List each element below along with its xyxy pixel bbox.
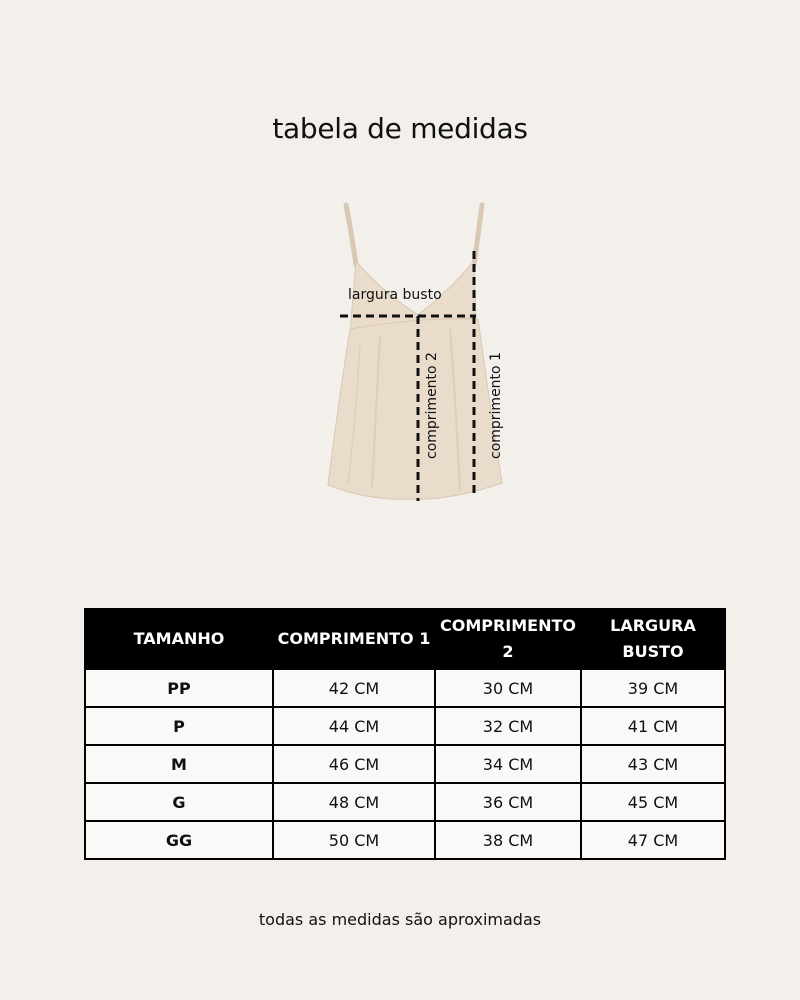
disclaimer-note: todas as medidas são aproximadas <box>258 910 542 929</box>
length-2-cell: 34 CM <box>435 745 581 783</box>
table-row <box>85 783 725 821</box>
garment-body <box>328 319 502 500</box>
bust-width-cell: 39 CM <box>581 669 725 707</box>
length-2-cell: 32 CM <box>435 707 581 745</box>
length-1-cell: 46 CM <box>273 745 435 783</box>
header-size: TAMANHO <box>85 609 273 669</box>
length-1-cell: 42 CM <box>273 669 435 707</box>
length-1-label: comprimento 1 <box>488 352 504 459</box>
table-header-row <box>85 609 725 669</box>
left-strap <box>346 205 356 265</box>
camisole-illustration <box>300 195 520 515</box>
bust-width-label: largura busto <box>348 287 442 303</box>
size-cell: G <box>85 783 273 821</box>
size-cell: GG <box>85 821 273 859</box>
header-bust-width: LARGURA BUSTO <box>581 609 725 669</box>
bust-width-cell: 45 CM <box>581 783 725 821</box>
length-2-cell: 30 CM <box>435 669 581 707</box>
length-2-cell: 38 CM <box>435 821 581 859</box>
table-row <box>85 745 725 783</box>
table-row <box>85 821 725 859</box>
size-cell: PP <box>85 669 273 707</box>
page-title: tabela de medidas <box>272 112 528 145</box>
header-length-2: COMPRIMENTO 2 <box>435 609 581 669</box>
size-chart-table <box>84 608 726 860</box>
bust-width-cell: 43 CM <box>581 745 725 783</box>
size-cell: M <box>85 745 273 783</box>
table-row <box>85 707 725 745</box>
header-length-1: COMPRIMENTO 1 <box>273 609 435 669</box>
length-1-cell: 50 CM <box>273 821 435 859</box>
length-1-cell: 48 CM <box>273 783 435 821</box>
size-cell: P <box>85 707 273 745</box>
table-row <box>85 669 725 707</box>
garment-measurement-diagram <box>300 195 520 515</box>
bust-width-cell: 47 CM <box>581 821 725 859</box>
bust-width-cell: 41 CM <box>581 707 725 745</box>
length-2-label: comprimento 2 <box>424 352 440 459</box>
length-2-cell: 36 CM <box>435 783 581 821</box>
length-1-cell: 44 CM <box>273 707 435 745</box>
